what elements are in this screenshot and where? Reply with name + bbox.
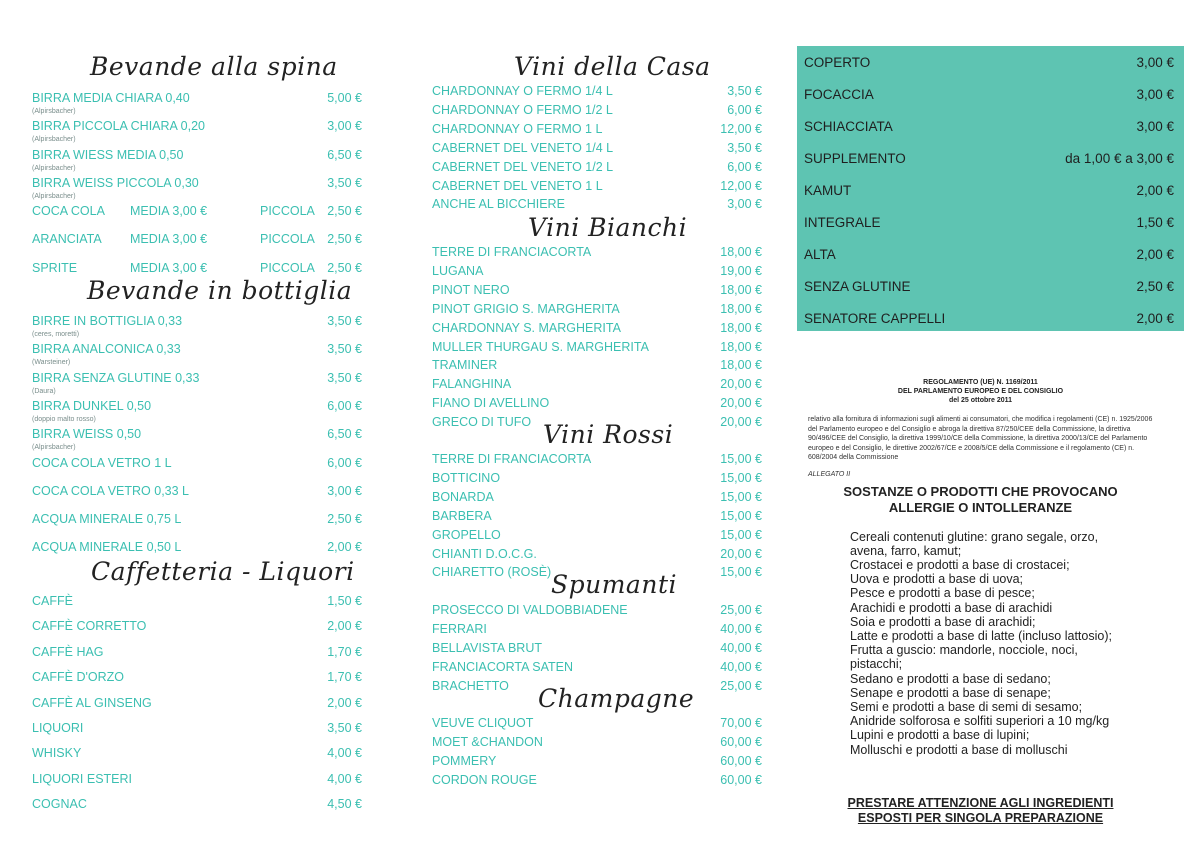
item-note: (Warsteiner) [32, 359, 71, 367]
item-price: 3,50 € [327, 370, 362, 385]
extra-name: SUPPLEMENTO [804, 151, 906, 166]
allergen-line: Arachidi e prodotti a base di arachidi [850, 600, 1053, 615]
allergen-line: Cereali contenuti glutine: grano segale, orzo, [850, 529, 1099, 544]
item-name: TERRE DI FRANCIACORTA [432, 452, 592, 466]
item-name: ANCHE AL BICCHIERE [432, 197, 565, 212]
item-medium-price: MEDIA 3,00 € [130, 204, 208, 218]
heading-champagne: Champagne [538, 684, 695, 713]
item-small-label: PICCOLA [260, 260, 315, 275]
item-name: CABERNET DEL VENETO 1/2 L [432, 159, 614, 174]
item-name: FRANCIACORTA SATEN [432, 659, 573, 674]
extra-price: 1,50 € [1136, 215, 1174, 230]
heading-vini-casa: Vini della Casa [514, 52, 711, 81]
regulation-title-line: del 25 ottobre 2011 [948, 397, 1013, 404]
heading-spumanti: Spumanti [551, 570, 677, 599]
item-name: CORDON ROUGE [432, 772, 537, 787]
item-price: 60,00 € [720, 772, 762, 787]
extra-item [804, 119, 1174, 137]
regulation-title-line: DEL PARLAMENTO EUROPEO E DEL CONSIGLIO [897, 388, 1064, 395]
item-price: 40,00 € [720, 659, 762, 674]
item-price: 12,00 € [720, 178, 762, 193]
item-price: 18,00 € [720, 320, 762, 335]
item-price: 3,50 € [327, 314, 362, 328]
extra-item [804, 279, 1174, 297]
extra-price: 3,00 € [1136, 87, 1174, 102]
item-price: 2,50 € [327, 260, 362, 275]
item-price: 25,00 € [720, 603, 762, 617]
item-price: 2,50 € [327, 512, 362, 527]
item-price: 60,00 € [720, 734, 762, 749]
heading-bevande-bottiglia: Bevande in bottiglia [87, 276, 353, 305]
item-note: (Alpirsbacher) [32, 108, 76, 115]
item-price: 6,00 € [327, 398, 362, 413]
extra-item [804, 87, 1174, 105]
item-name: CHARDONNAY O FERMO 1/2 L [432, 102, 613, 117]
item-name: CHARDONNAY S. MARGHERITA [432, 320, 621, 335]
item-name: CAFFÈ AL GINSENG [32, 695, 152, 710]
item-name: BIRRA DUNKEL 0,50 [32, 398, 152, 413]
item-name: VEUVE CLIQUOT [432, 716, 534, 730]
item-price: 4,00 € [327, 746, 362, 761]
item-price: 15,00 € [720, 452, 762, 466]
item-name: BIRRA SENZA GLUTINE 0,33 [32, 370, 200, 385]
extra-price: 2,50 € [1136, 279, 1174, 294]
item-name: WHISKY [32, 746, 82, 761]
item-note: (Daura) [32, 387, 56, 395]
allergen-line: Soia e prodotti a base di arachidi; [850, 614, 1036, 629]
warning-footer-line: ESPOSTI PER SINGOLA PREPARAZIONE [857, 811, 1104, 825]
item-note: (Alpirsbacher) [32, 164, 76, 172]
item-price: 15,00 € [720, 508, 762, 523]
item-name: SPRITE [32, 260, 78, 275]
item-name: CAFFÈ [32, 594, 73, 608]
item-price: 18,00 € [720, 358, 762, 373]
item-name: CAFFÈ CORRETTO [32, 619, 147, 634]
heading-vini-rossi: Vini Rossi [543, 420, 674, 449]
item-price: 15,00 € [720, 565, 762, 580]
item-name: COGNAC [32, 797, 87, 812]
item-price: 18,00 € [720, 301, 762, 316]
item-note: (ceres, moretti) [32, 331, 80, 338]
item-price: 20,00 € [720, 377, 762, 392]
item-price: 2,50 € [327, 204, 362, 218]
extra-name: SCHIACCIATA [804, 119, 893, 134]
item-name: FIANO DI AVELLINO [432, 396, 550, 411]
extra-item [804, 55, 1174, 73]
item-price: 18,00 € [720, 282, 762, 297]
item-price: 19,00 € [720, 263, 762, 278]
item-name: CABERNET DEL VENETO 1 L [432, 178, 603, 193]
item-name: LUGANA [432, 263, 484, 278]
item-name: CAFFÈ D'ORZO [32, 670, 124, 685]
item-price: 1,70 € [327, 644, 362, 659]
allergens-heading-line: ALLERGIE O INTOLLERANZE [888, 499, 1073, 515]
extra-item [804, 183, 1174, 201]
allergen-line: avena, farro, kamut; [850, 543, 962, 558]
item-name: FERRARI [432, 621, 487, 636]
allergen-line: Molluschi e prodotti a base di molluschi [850, 742, 1068, 757]
allergen-line: Uova e prodotti a base di uova; [850, 572, 1024, 587]
extra-item [804, 215, 1174, 233]
item-name: BIRRA WEISS PICCOLA 0,30 [32, 175, 199, 190]
allergen-line: Latte e prodotti a base di latte (incluso lattosio); [850, 628, 1112, 643]
item-name: BIRRA WEISS 0,50 [32, 427, 142, 442]
item-name: LIQUORI [32, 721, 84, 735]
regulation-title [808, 378, 1153, 405]
item-name: LIQUORI ESTERI [32, 771, 133, 786]
item-name: PINOT NERO [432, 282, 510, 297]
item-name: FALANGHINA [432, 377, 512, 392]
item-note: (Alpirsbacher) [32, 444, 76, 452]
item-name: MOET &CHANDON [432, 734, 543, 749]
item-price: 2,00 € [327, 540, 362, 555]
item-price: 3,00 € [327, 119, 362, 134]
item-name: CHARDONNAY O FERMO 1 L [432, 121, 603, 136]
allergen-line: pistacchi; [850, 657, 903, 672]
item-name: BIRRA PICCOLA CHIARA 0,20 [32, 119, 205, 134]
item-name: ACQUA MINERALE 0,75 L [32, 512, 182, 527]
item-price: 6,00 € [727, 159, 762, 174]
item-name: CHIANTI D.O.C.G. [432, 546, 537, 561]
item-name: BELLAVISTA BRUT [432, 640, 542, 655]
allergen-line: Sedano e prodotti a base di sedano; [850, 671, 1051, 686]
regulation-title-line: REGOLAMENTO (UE) N. 1169/2011 [923, 379, 1038, 386]
item-price: 20,00 € [720, 396, 762, 411]
allergens-heading [808, 484, 1153, 516]
item-price: 40,00 € [720, 621, 762, 636]
item-name: BARBERA [432, 508, 492, 523]
item-price: 2,00 € [327, 619, 362, 634]
item-price: 3,50 € [327, 342, 362, 357]
item-price: 3,50 € [727, 140, 762, 155]
item-price: 6,00 € [727, 102, 762, 117]
item-name: CHARDONNAY O FERMO 1/4 L [432, 84, 613, 98]
extra-item [804, 311, 1174, 329]
item-name: BONARDA [432, 489, 494, 504]
heading-vini-bianchi: Vini Bianchi [528, 213, 688, 242]
item-price: 20,00 € [720, 546, 762, 561]
item-name: PINOT GRIGIO S. MARGHERITA [432, 301, 620, 316]
extra-price: 2,00 € [1136, 247, 1174, 262]
allergen-regulation [808, 378, 1153, 825]
item-price: 6,50 € [327, 427, 362, 442]
item-price: 40,00 € [720, 640, 762, 655]
item-name: BRACHETTO [432, 678, 509, 693]
item-name: PROSECCO DI VALDOBBIADENE [432, 603, 628, 617]
item-name: CHIARETTO (ROSÈ) [432, 565, 552, 580]
item-name: COCA COLA [32, 204, 105, 218]
item-name: BIRRA WIESS MEDIA 0,50 [32, 147, 184, 162]
item-small-label: PICCOLA [260, 204, 315, 218]
item-name: GRECO DI TUFO [432, 415, 532, 430]
extra-name: FOCACCIA [804, 87, 874, 102]
heading-caffetteria: Caffetteria - Liquori [91, 557, 355, 586]
item-note: (Alpirsbacher) [32, 136, 76, 144]
extra-name: KAMUT [804, 183, 852, 198]
extra-price: da 1,00 € a 3,00 € [1065, 151, 1174, 166]
item-price: 12,00 € [720, 121, 762, 136]
allergen-list [850, 530, 1153, 757]
item-price: 3,00 € [727, 197, 762, 212]
item-price: 1,50 € [327, 594, 362, 608]
item-price: 4,00 € [327, 771, 362, 786]
item-price: 3,00 € [327, 483, 362, 498]
allergen-line: Pesce e prodotti a base di pesce; [850, 586, 1035, 601]
allergen-line: Senape e prodotti a base di senape; [850, 685, 1051, 700]
item-small-label: PICCOLA [260, 232, 315, 247]
regulation-body: relativo alla fornitura di informazioni sugli alimenti ai consumatori, che modifica i regolamenti (CE) n. 1925/2006 del Parlamento europeo e del Consiglio e abroga la direttiva 87/250/CEE della Commissione, la direttiva 90/496/CEE del Consiglio, la direttiva 1999/10/CE della Commissione, la direttiva 2000/13/CE del Parlamento europeo e del Consiglio, le direttive 2002/67/CE e 2008/5/CE della Commissione e il regolamento (CE) n. 608/2004 della Commissione [808, 416, 1153, 461]
item-price: 15,00 € [720, 489, 762, 504]
item-name: TRAMINER [432, 358, 498, 373]
item-price: 6,50 € [327, 147, 362, 162]
item-name: TERRE DI FRANCIACORTA [432, 245, 592, 259]
item-price: 15,00 € [720, 470, 762, 485]
item-name: CABERNET DEL VENETO 1/4 L [432, 140, 614, 155]
item-price: 60,00 € [720, 753, 762, 768]
extra-name: COPERTO [804, 55, 871, 70]
allergen-line: Frutta a guscio: mandorle, nocciole, noci, [850, 643, 1078, 658]
item-price: 20,00 € [720, 415, 762, 430]
item-price: 70,00 € [720, 716, 762, 730]
item-name: COCA COLA VETRO 0,33 L [32, 483, 190, 498]
heading-bevande-spina: Bevande alla spina [90, 52, 338, 81]
extra-item [804, 151, 1174, 169]
item-name: BIRRA MEDIA CHIARA 0,40 [32, 91, 190, 105]
item-price: 3,50 € [727, 84, 762, 98]
item-price: 4,50 € [327, 797, 362, 812]
item-note: (Alpirsbacher) [32, 192, 76, 200]
allergen-line: Anidride solforosa e solfiti superiori a 10 mg/kg [850, 714, 1110, 729]
allergen-line: Semi e prodotti a base di semi di sesamo; [850, 699, 1083, 714]
item-price: 15,00 € [720, 527, 762, 542]
item-name: CAFFÈ HAG [32, 644, 104, 659]
item-name: POMMERY [432, 753, 497, 768]
allergens-heading-line: SOSTANZE O PRODOTTI CHE PROVOCANO [843, 483, 1118, 499]
item-price: 3,50 € [327, 721, 362, 735]
warning-footer-line: PRESTARE ATTENZIONE AGLI INGREDIENTI [847, 796, 1114, 810]
item-price: 2,50 € [327, 232, 362, 247]
item-name: BIRRA ANALCONICA 0,33 [32, 342, 181, 357]
extra-name: SENATORE CAPPELLI [804, 311, 946, 326]
item-price: 18,00 € [720, 339, 762, 354]
item-price: 6,00 € [327, 455, 362, 470]
extra-price: 2,00 € [1136, 311, 1174, 326]
allegato-label: ALLEGATO II [808, 470, 851, 478]
extra-name: INTEGRALE [804, 215, 881, 230]
allergen-line: Crostacei e prodotti a base di crostacei; [850, 557, 1070, 572]
item-price: 5,00 € [327, 91, 362, 105]
extra-name: ALTA [804, 247, 836, 262]
item-price: 2,00 € [327, 695, 362, 710]
item-price: 1,70 € [327, 670, 362, 685]
item-note: (doppio malto rosso) [32, 415, 96, 423]
item-price: 3,50 € [327, 175, 362, 190]
item-name: COCA COLA VETRO 1 L [32, 455, 172, 470]
extra-price: 3,00 € [1136, 119, 1174, 134]
extra-item [804, 247, 1174, 265]
extras-panel [797, 46, 1184, 331]
item-name: BOTTICINO [432, 470, 501, 485]
extra-price: 3,00 € [1136, 55, 1174, 70]
item-medium-price: MEDIA 3,00 € [130, 260, 208, 275]
extra-name: SENZA GLUTINE [804, 279, 911, 294]
item-price: 25,00 € [720, 678, 762, 693]
item-name: MULLER THURGAU S. MARGHERITA [432, 339, 649, 354]
item-medium-price: MEDIA 3,00 € [130, 232, 208, 247]
item-name: ACQUA MINERALE 0,50 L [32, 540, 182, 555]
item-name: ARANCIATA [32, 232, 102, 247]
item-price: 18,00 € [720, 245, 762, 259]
item-name: BIRRE IN BOTTIGLIA 0,33 [32, 314, 183, 328]
allergen-line: Lupini e prodotti a base di lupini; [850, 728, 1030, 743]
warning-footer [808, 796, 1153, 826]
extra-price: 2,00 € [1136, 183, 1174, 198]
item-name: GROPELLO [432, 527, 501, 542]
